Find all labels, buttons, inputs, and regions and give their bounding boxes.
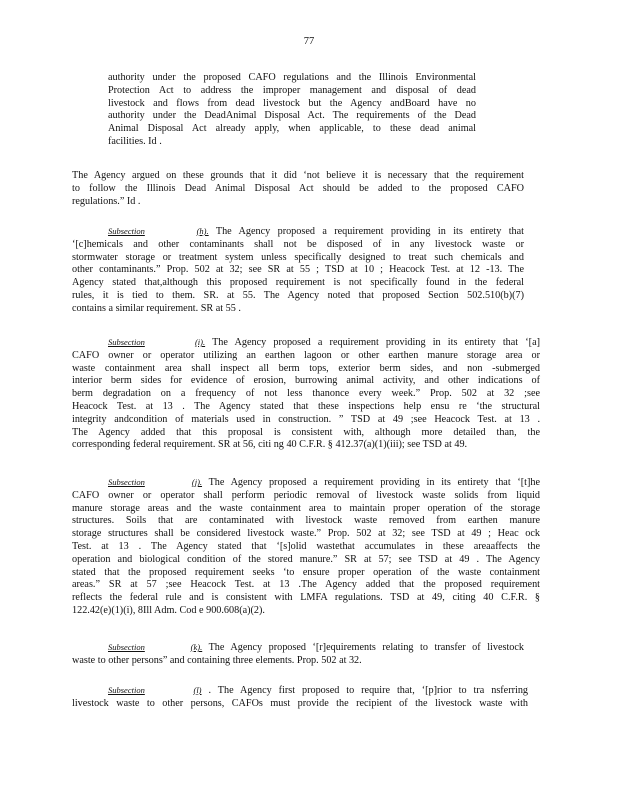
paragraph-line <box>72 684 528 698</box>
paragraph-agency-argument <box>72 170 524 208</box>
paragraph-line <box>72 476 540 490</box>
subsection-label: Subsection <box>108 685 145 695</box>
subsection-label: Subsection <box>108 477 145 487</box>
subsection-letter: (i). <box>194 337 206 347</box>
paragraph-line: berm degradation on a frequency of not less thanonce every week.” Prop. 502 at 32 ;see <box>72 388 540 400</box>
quote-line: authority under the proposed CAFO regulations and the Illinois Environmental <box>108 72 476 83</box>
paragraph-line: The Agency added that this proposal is consistent with, although more detailed than, the <box>72 426 540 438</box>
subsection-letter: (k). <box>190 642 203 652</box>
paragraph-line: CAFO owner or operator utilizing an earthen lagoon or other earthen manure storage area or <box>72 349 540 361</box>
paragraph-line: integrity andcondition of materials used in construction. ” TSD at 49 ;see Heacock Test. at 13 . <box>72 413 540 425</box>
paragraph-line: rules, it is tied to them. SR. at 55. The Agency noted that proposed Section 502.510(b)(7) <box>72 289 524 301</box>
paragraph-line <box>72 225 524 239</box>
paragraph-subsection-h <box>72 225 524 316</box>
quote-line: Animal Disposal Act already apply, when applicable, to these dead animal <box>108 123 476 135</box>
subsection-label: Subsection <box>108 642 145 652</box>
paragraph-line: The Agency argued on these grounds that it did ‘not believe it is necessary that the requirement <box>72 170 524 181</box>
paragraph-line: to follow the Illinois Dead Animal Disposal Act should be added to the proposed CAFO <box>72 182 524 194</box>
subsection-label: Subsection <box>108 337 145 347</box>
paragraph-line <box>72 641 524 655</box>
paragraph-line: other contaminants.” Prop. 502 at 32; see SR at 55 ; TSD at 10 ; Heacock Test. at 12 -13. The <box>72 264 524 276</box>
subsection-label: Subsection <box>108 226 145 236</box>
paragraph-line-text: . The Agency first proposed to require that, ‘[p]rior to tra nsferring <box>201 685 529 696</box>
paragraph-line: structures. Soils that are contaminated with livestock waste removed from earthen manure <box>72 515 540 527</box>
paragraph-subsection-l <box>72 684 528 711</box>
paragraph-line: ‘[c]hemicals and other contaminants shall not be disposed of in any livestock waste or <box>72 238 524 250</box>
block-quote <box>108 72 476 149</box>
paragraph-line: stated that the proposed requirement seeks ‘to ensure proper operation of the waste containment <box>72 566 540 578</box>
paragraph-line-text: The Agency proposed a requirement providing in its entirety that <box>208 226 524 237</box>
paragraph-line: Agency stated that,although this proposed requirement is not specifically found in the federal <box>72 277 524 289</box>
paragraph-line: waste to other persons” and containing three elements. Prop. 502 at 32. <box>72 654 362 666</box>
paragraph-line <box>72 336 540 350</box>
paragraph-subsection-k <box>72 641 524 668</box>
paragraph-line: contains a similar requirement. SR at 55 . <box>72 302 241 314</box>
subsection-letter: (j). <box>191 477 203 487</box>
quote-line: Protection Act to address the improper management and disposal of dead <box>108 84 476 96</box>
quote-line: facilities. Id . <box>108 135 162 147</box>
paragraph-line-text: The Agency proposed a requirement providing in its entirety that ‘[t]he <box>202 477 540 488</box>
paragraph-line: Test. at 13 . The Agency stated that ‘[s]olid wastethat accumulates in these areaaffects the <box>72 540 540 552</box>
paragraph-line: interior berm sides for evidence of erosion, burrowing animal activity, and other indications of <box>72 375 540 387</box>
paragraph-subsection-i <box>72 336 540 452</box>
paragraph-line: manure storage areas and the waste containment area to maintain proper operation of the storage <box>72 502 540 514</box>
subsection-letter: (l) <box>193 685 202 695</box>
paragraph-line: waste containment area shall inspect all berm tops, exterior berm sides, and non -submerged <box>72 362 540 374</box>
paragraph-line-text: The Agency proposed ‘[r]equirements relating to transfer of livestock <box>202 642 524 653</box>
paragraph-line: storage structures shall be considered livestock waste.” Prop. 502 at 32; see TSD at 49 ; Heac ock <box>72 528 540 540</box>
quote-line: livestock and flows from dead livestock but the Agency andBoard have no <box>108 97 476 109</box>
paragraph-line: CAFO owner or operator shall perform periodic removal of livestock waste solids from liquid <box>72 489 540 501</box>
paragraph-subsection-j <box>72 476 540 618</box>
paragraph-line: 122.42(e)(1)(i), 8Ill Adm. Cod e 900.608(a)(2). <box>72 604 265 616</box>
paragraph-line: areas.” SR at 57 ;see Heacock Test. at 13 .The Agency added that the proposed requirement <box>72 579 540 591</box>
paragraph-line: operation and biological condition of the stored manure.” SR at 57; see TSD at 49 . The Agency <box>72 553 540 565</box>
paragraph-line: Heacock Test. at 13 . The Agency stated that these inspections help ensu re ‘the structural <box>72 400 540 412</box>
paragraph-line: livestock waste to other persons, CAFOs must provide the recipient of the livestock waste with <box>72 697 528 709</box>
page-number: 77 <box>303 36 315 47</box>
quote-line: authority under the DeadAnimal Disposal Act. The requirements of the Dead <box>108 110 476 122</box>
paragraph-line: regulations.” Id . <box>72 195 141 207</box>
paragraph-line: stormwater storage or treatment system unless specifically designed to treat such chemicals and <box>72 251 524 263</box>
paragraph-line-text: The Agency proposed a requirement providing in its entirety that ‘[a] <box>205 337 540 348</box>
paragraph-line: corresponding federal requirement. SR at 56, citi ng 40 C.F.R. § 412.37(a)(1)(iii); see TSD at 49. <box>72 439 468 451</box>
subsection-letter: (h). <box>196 226 209 236</box>
paragraph-line: reflects the federal rule and is consistent with LMFA regulations. TSD at 49, citing 40 C.F.R. § <box>72 592 540 604</box>
